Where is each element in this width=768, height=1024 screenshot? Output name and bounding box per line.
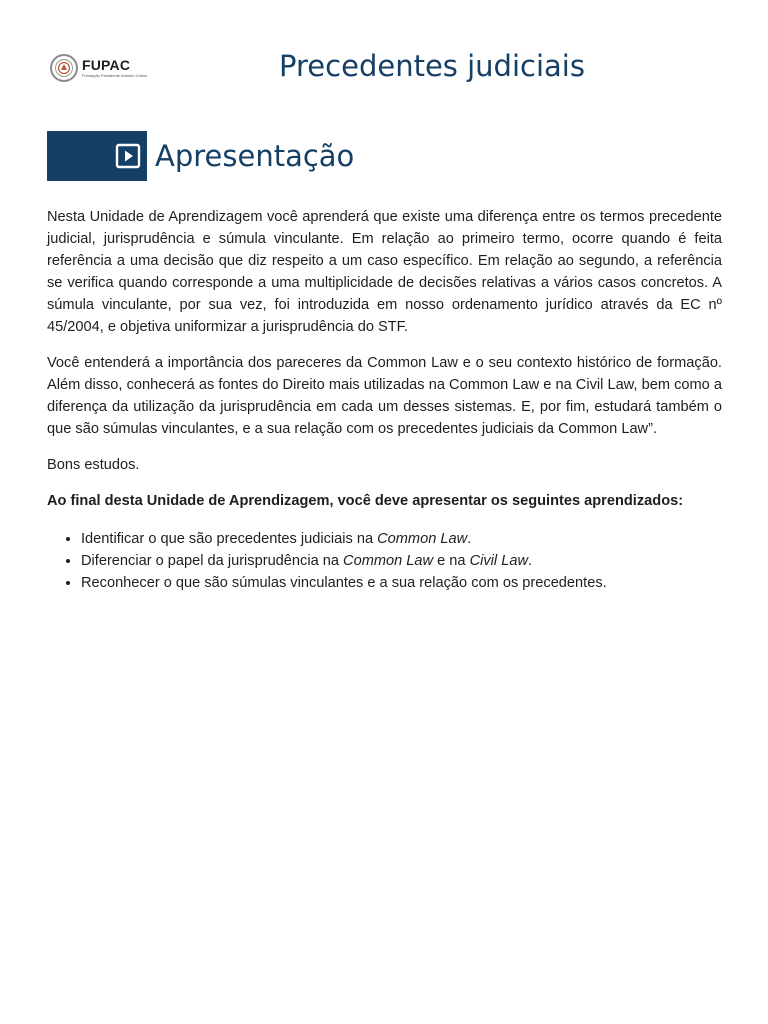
item-emphasis: Common Law (377, 531, 468, 547)
item-text: Reconhecer o que são súmulas vinculantes e a sua relação com os precedentes. (81, 575, 607, 591)
section-title: Apresentação (155, 139, 355, 173)
list-item (81, 528, 722, 550)
item-text: Diferenciar o papel da jurisprudência na (81, 553, 344, 569)
section-color-block (47, 131, 147, 181)
logo-text (82, 58, 147, 79)
list-item (81, 572, 722, 594)
intro-paragraph: Nesta Unidade de Aprendizagem você aprenderá que existe uma diferença entre os termos precedente judicial, jurisprudência e súmula vinculante. Em relação ao primeiro termo, ocorre quando é feita referência a uma decisão que diz respeito a um caso específico. Em relação ao segundo, a referência se verifica quando corresponde a uma multiplicidade de decisões relativas a vários casos concretos. A súmula vinculante, por sua vez, foi introduzida em nosso ordenamento jurídico através da EC nº 45/2004, e objetiva uniformizar a jurisprudência do STF. (47, 209, 722, 335)
document-body (47, 206, 722, 594)
section-header (47, 131, 354, 181)
seal-icon (50, 54, 78, 82)
item-text: . (527, 553, 533, 569)
item-text: e na (433, 553, 470, 569)
item-emphasis: Common Law (343, 553, 434, 569)
page-header (0, 0, 768, 110)
logo-tagline: Fundação Presidente Antônio Carlos (82, 72, 148, 78)
objectives-heading: Ao final desta Unidade de Aprendizagem, você deve apresentar os seguintes aprendizados: (47, 493, 684, 509)
closing-paragraph: Bons estudos. (47, 457, 140, 473)
list-item (81, 550, 722, 572)
item-emphasis: Civil Law (469, 553, 528, 569)
logo-name: FUPAC (82, 56, 131, 73)
fupac-logo (50, 54, 147, 82)
item-text: . (467, 531, 472, 547)
context-paragraph: Você entenderá a importância dos pareceres da Common Law e o seu contexto histórico de formação. Além disso, conhecerá as fontes do Direito mais utilizadas na Common Law e na Civil Law, bem como a diferença da utilização da jurisprudência em cada um desses sistemas. E, por fim, estudará também o que são súmulas vinculantes, e a sua relação com os precedentes judiciais da Common Law”. (47, 355, 722, 437)
item-text: Identificar o que são precedentes judiciais na (81, 531, 378, 547)
play-square-icon (115, 143, 141, 169)
document-title: Precedentes judiciais (279, 49, 585, 83)
objectives-list (47, 528, 722, 594)
